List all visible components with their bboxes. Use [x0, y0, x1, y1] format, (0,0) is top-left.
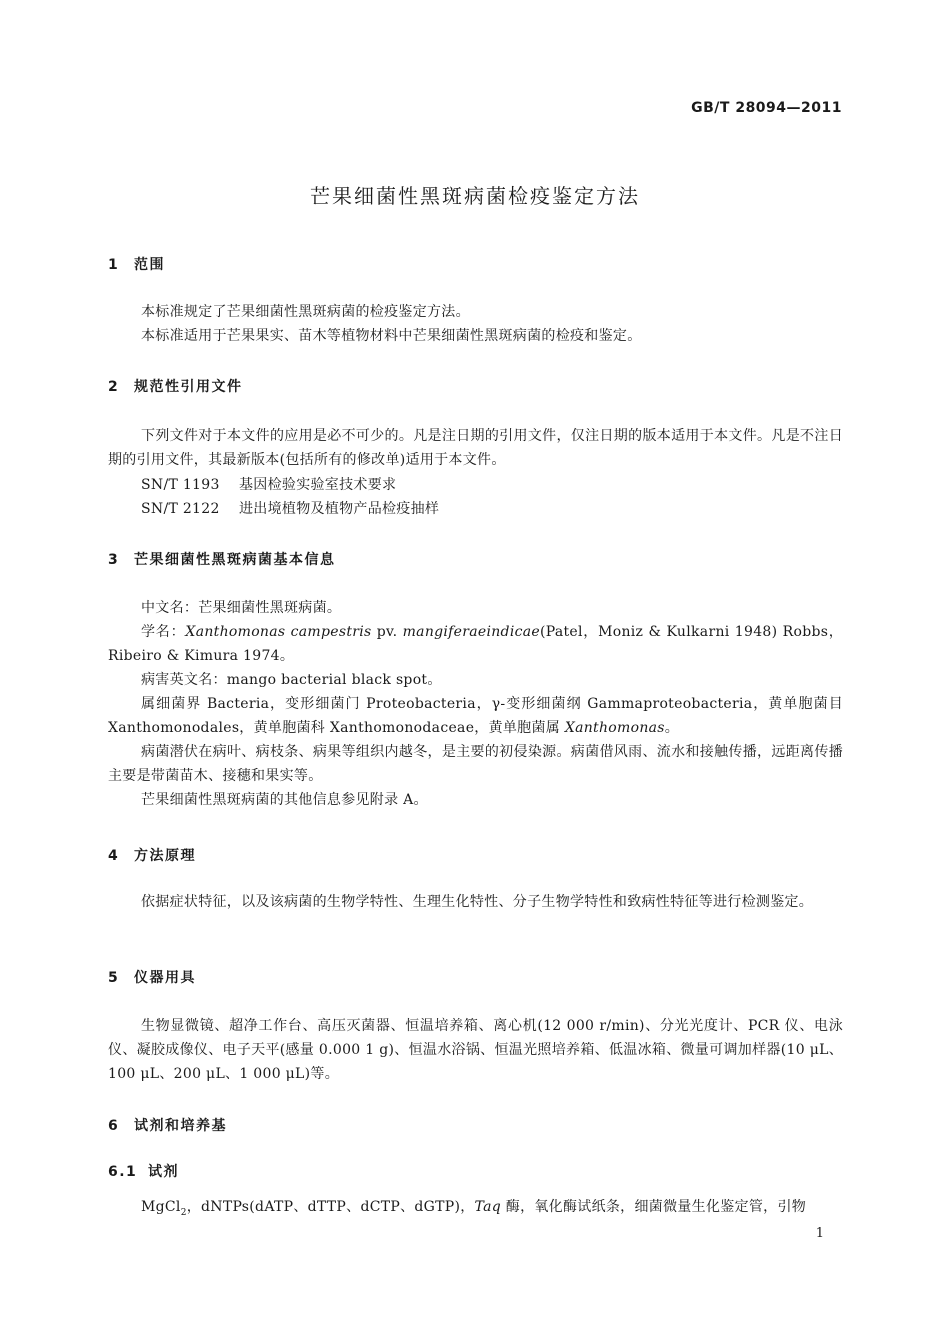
- section-number: 6.1: [108, 1164, 138, 1180]
- reference-item: [141, 498, 439, 518]
- paragraph: 下列文件对于本文件的应用是必不可少的。凡是注日期的引用文件，仅注日期的版本适用于本文件。凡是不注日期的引用文件，其最新版本(包括所有的修改单)适用于本文件。: [108, 428, 843, 468]
- pathovar-name: mangiferaeindicae: [402, 624, 540, 640]
- reference-title: 进出境植物及植物产品检疫抽样: [239, 501, 440, 517]
- section-number: 6: [108, 1118, 120, 1134]
- paragraph: 芒果细菌性黑斑病菌的其他信息参见附录 A。: [141, 792, 428, 808]
- document-title: 芒果细菌性黑斑病菌检疫鉴定方法: [310, 184, 640, 208]
- enzyme-name: Taq: [474, 1199, 502, 1215]
- section-number: 5: [108, 970, 120, 986]
- reference-title: 基因检验实验室技术要求: [239, 477, 397, 493]
- standard-code: GB/T 28094—2011: [691, 100, 842, 116]
- paragraph: 中文名：芒果细菌性黑斑病菌。: [141, 600, 342, 616]
- paragraph: 病菌潜伏在病叶、病枝条、病果等组织内越冬，是主要的初侵染源。病菌借风雨、流水和接触传播，远距离传播主要是带菌苗木、接穗和果实等。: [108, 744, 843, 784]
- taxonomy-paragraph: [108, 692, 843, 740]
- text-fragment: ，dNTPs(dATP、dTTP、dCTP、dGTP)，: [186, 1199, 475, 1215]
- section-title: 芒果细菌性黑斑病菌基本信息: [134, 552, 336, 568]
- section-2-heading: [108, 376, 243, 396]
- section-title: 仪器用具: [134, 970, 196, 986]
- scientific-name-paragraph: [108, 620, 843, 668]
- section-number: 2: [108, 379, 120, 395]
- section-number: 3: [108, 552, 120, 568]
- section-1-heading: [108, 254, 165, 274]
- section-title: 试剂: [148, 1164, 179, 1180]
- section-number: 4: [108, 848, 120, 864]
- section-number: 1: [108, 257, 120, 273]
- section-6-heading: [108, 1115, 227, 1135]
- section-title: 范围: [134, 257, 165, 273]
- section-4-heading: [108, 845, 196, 865]
- reference-code: SN/T 2122: [141, 501, 220, 517]
- species-name: Xanthomonas campestris: [185, 624, 372, 640]
- section-title: 试剂和培养基: [134, 1118, 227, 1134]
- reference-code: SN/T 1193: [141, 477, 220, 493]
- paragraph: 本标准规定了芒果细菌性黑斑病菌的检疫鉴定方法。: [141, 304, 470, 320]
- section-5-heading: [108, 967, 196, 987]
- page-number: 1: [815, 1226, 824, 1241]
- text-fragment: pv.: [371, 624, 403, 640]
- subscript: 2: [180, 1207, 187, 1218]
- text-fragment: 属细菌界 Bacteria，变形细菌门 Proteobacteria，γ-变形细菌纲 Gammaproteobacteria，黄单胞菌目 Xanthomonodales，黄单胞菌科 Xanthomonodaceae，黄单胞菌属: [108, 696, 843, 736]
- paragraph: 依据症状特征，以及该病菌的生物学特性、生理生化特性、分子生物学特性和致病性特征等进行检测鉴定。: [141, 894, 814, 910]
- section-title: 规范性引用文件: [134, 379, 243, 395]
- paragraph: 本标准适用于芒果果实、苗木等植物材料中芒果细菌性黑斑病菌的检疫和鉴定。: [141, 328, 642, 344]
- text-fragment: 学名：: [141, 624, 186, 640]
- reference-item: [141, 474, 396, 494]
- paragraph: 生物显微镜、超净工作台、高压灭菌器、恒温培养箱、离心机(12 000 r/min)、分光光度计、PCR 仪、电泳仪、凝胶成像仪、电子天平(感量 0.000 1 g)、恒温水浴锅、恒温光照培养箱、低温冰箱、微量可调加样器(10 μL、100 μL、200 μL、1 000 μL)等。: [108, 1018, 843, 1082]
- text-fragment: 酶，氧化酶试纸条，细菌微量生化鉴定管，引物: [501, 1199, 807, 1215]
- text-fragment: 。: [664, 720, 680, 736]
- section-6-1-heading: [108, 1161, 179, 1181]
- section-3-heading: [108, 549, 336, 569]
- section-title: 方法原理: [134, 848, 196, 864]
- reagents-paragraph: [108, 1195, 843, 1225]
- text-fragment: (Patel，Moniz & Kulkarni 1948) Robbs，Ribeiro & Kimura 1974。: [108, 624, 844, 664]
- paragraph: 病害英文名：mango bacterial black spot。: [141, 672, 442, 688]
- genus-name: Xanthomonas: [564, 720, 665, 736]
- text-fragment: MgCl: [141, 1199, 181, 1215]
